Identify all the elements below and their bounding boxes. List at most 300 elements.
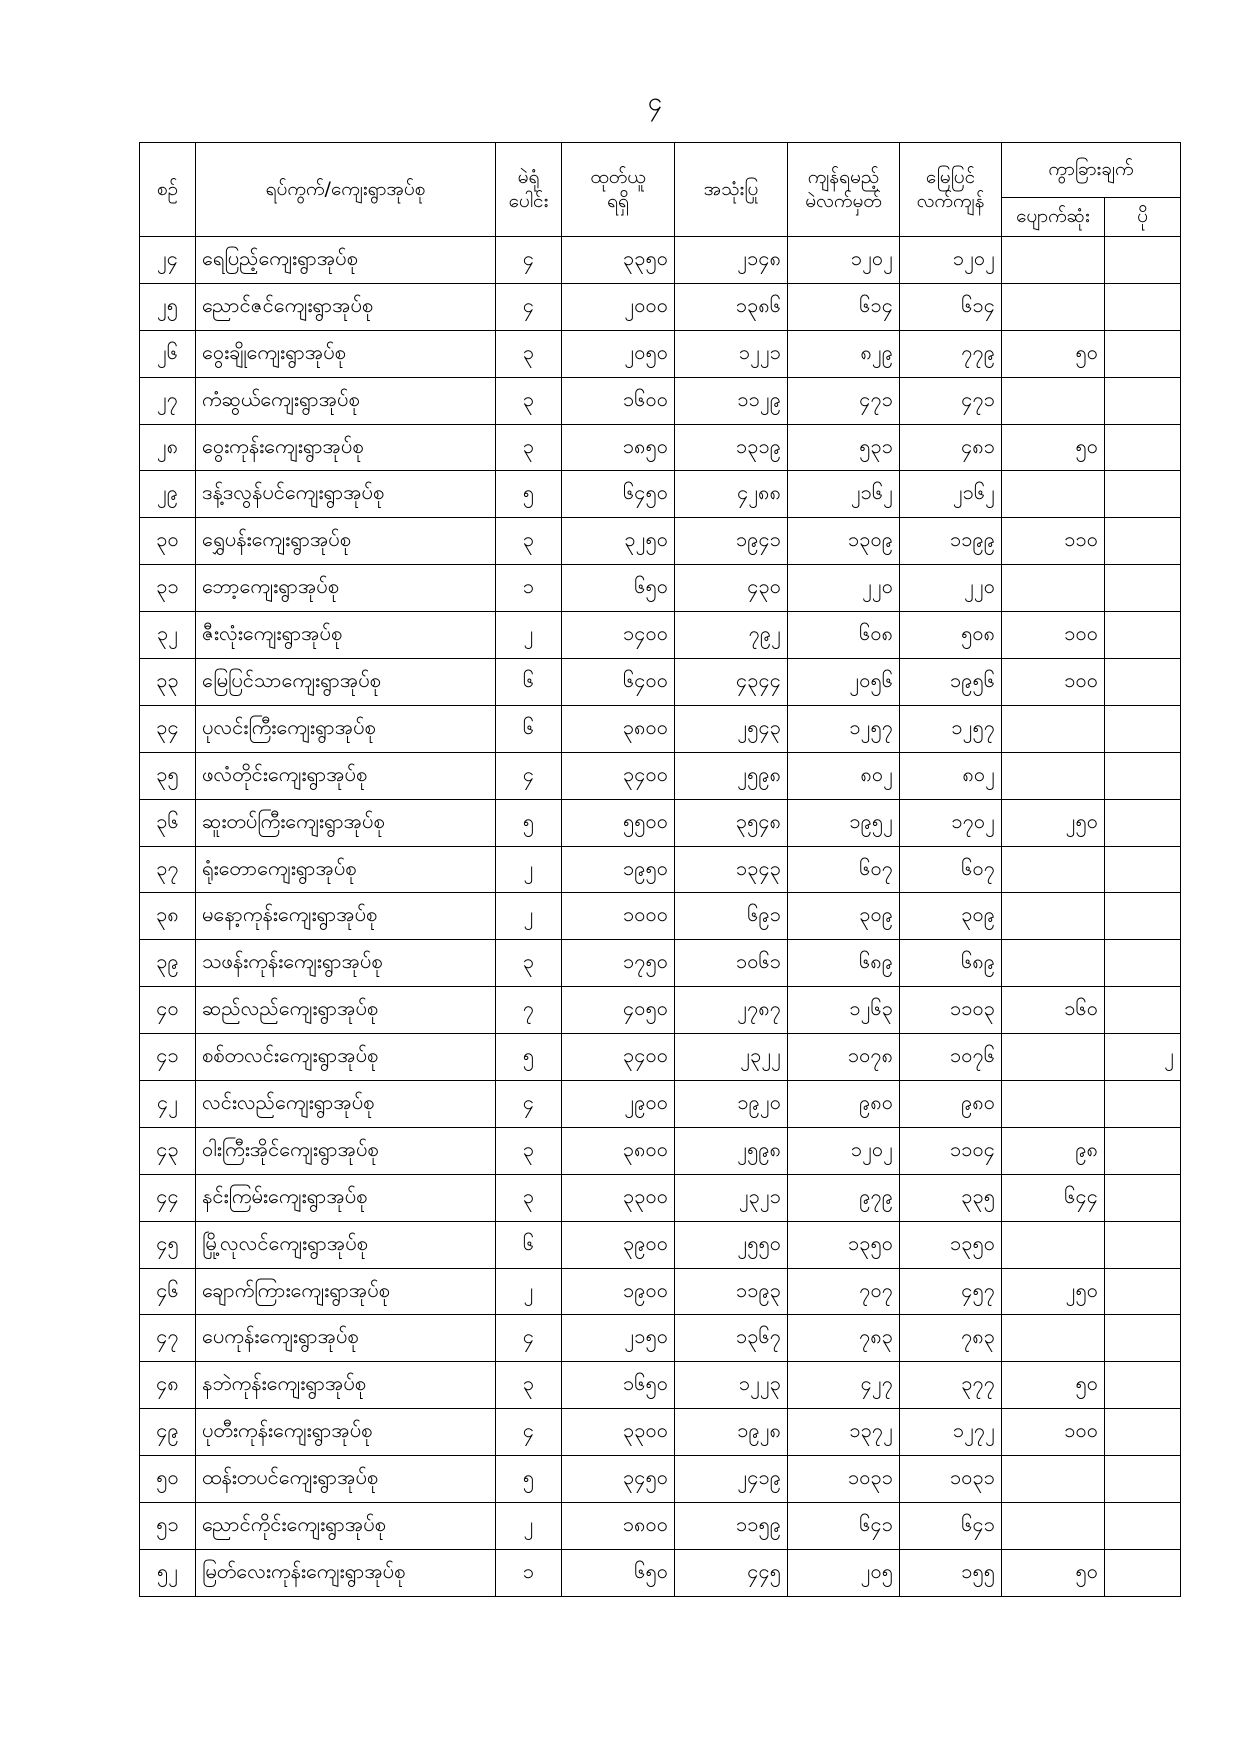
cell-extra bbox=[1105, 1268, 1181, 1315]
cell-remaining: ၆၁၄ bbox=[788, 283, 900, 330]
cell-remaining: ၁၂၀၂ bbox=[788, 237, 900, 284]
header-polling-stations bbox=[496, 143, 562, 237]
cell-used: ၇၉၂ bbox=[675, 612, 788, 659]
cell-name: ဝွေးချိုကျေးရွာအုပ်စု bbox=[196, 330, 496, 377]
cell-ground-balance: ၁၅၅ bbox=[900, 1549, 1002, 1596]
table-row bbox=[140, 1081, 1181, 1128]
cell-ground-balance: ၁၁၉၉ bbox=[900, 518, 1002, 565]
cell-lost: ၅၀ bbox=[1002, 1549, 1105, 1596]
cell-extra bbox=[1105, 940, 1181, 987]
cell-no: ၄၅ bbox=[140, 1221, 196, 1268]
cell-used: ၁၀၆၁ bbox=[675, 940, 788, 987]
cell-obtained: ၃၄၅၀ bbox=[562, 1456, 675, 1503]
cell-name: မြေပြင်သာကျေးရွာအုပ်စု bbox=[196, 659, 496, 706]
header-remaining-line1: ကျန်ရမည့် bbox=[807, 165, 880, 188]
cell-remaining: ၇၀၇ bbox=[788, 1268, 900, 1315]
cell-obtained: ၆၄၅၀ bbox=[562, 471, 675, 518]
cell-lost: ၂၅၀ bbox=[1002, 799, 1105, 846]
cell-ground-balance: ၆၄၁ bbox=[900, 1503, 1002, 1550]
table-row bbox=[140, 424, 1181, 471]
cell-used: ၁၉၂၈ bbox=[675, 1409, 788, 1456]
cell-extra bbox=[1105, 893, 1181, 940]
cell-extra bbox=[1105, 705, 1181, 752]
cell-lost bbox=[1002, 1503, 1105, 1550]
cell-obtained: ၃၂၅၀ bbox=[562, 518, 675, 565]
cell-obtained: ၆၅၀ bbox=[562, 1549, 675, 1596]
cell-obtained: ၁၉၀၀ bbox=[562, 1268, 675, 1315]
cell-extra bbox=[1105, 1127, 1181, 1174]
cell-obtained: ၃၃၅၀ bbox=[562, 237, 675, 284]
cell-lost: ၉၈ bbox=[1002, 1127, 1105, 1174]
cell-obtained: ၁၈၅၀ bbox=[562, 424, 675, 471]
cell-used: ၆၉၁ bbox=[675, 893, 788, 940]
cell-lost: ၅၀ bbox=[1002, 424, 1105, 471]
cell-obtained: ၃၃၀၀ bbox=[562, 1409, 675, 1456]
cell-lost bbox=[1002, 565, 1105, 612]
cell-name: ရွှေပန်းကျေးရွာအုပ်စု bbox=[196, 518, 496, 565]
cell-name: ဝါးကြီးအိုင်ကျေးရွာအုပ်စု bbox=[196, 1127, 496, 1174]
cell-name: ဘော့ကျေးရွာအုပ်စု bbox=[196, 565, 496, 612]
cell-polling-stations: ၄ bbox=[496, 1315, 562, 1362]
header-obtained bbox=[562, 143, 675, 237]
cell-extra bbox=[1105, 1174, 1181, 1221]
header-name: ရပ်ကွက်/ကျေးရွာအုပ်စု bbox=[196, 143, 496, 237]
cell-no: ၅၁ bbox=[140, 1503, 196, 1550]
cell-lost: ၂၅၀ bbox=[1002, 1268, 1105, 1315]
cell-ground-balance: ၄၅၇ bbox=[900, 1268, 1002, 1315]
table-row bbox=[140, 1456, 1181, 1503]
cell-lost: ၅၀ bbox=[1002, 330, 1105, 377]
cell-remaining: ၁၃၇၂ bbox=[788, 1409, 900, 1456]
cell-lost bbox=[1002, 1081, 1105, 1128]
cell-name: မြတ်လေးကုန်းကျေးရွာအုပ်စု bbox=[196, 1549, 496, 1596]
cell-polling-stations: ၅ bbox=[496, 1456, 562, 1503]
cell-name: နင်းကြမ်းကျေးရွာအုပ်စု bbox=[196, 1174, 496, 1221]
header-extra: ပို bbox=[1105, 198, 1181, 237]
cell-extra bbox=[1105, 1503, 1181, 1550]
cell-extra bbox=[1105, 612, 1181, 659]
cell-polling-stations: ၂ bbox=[496, 846, 562, 893]
cell-name: ညောင်ဇင်ကျေးရွာအုပ်စု bbox=[196, 283, 496, 330]
cell-remaining: ၁၂၀၂ bbox=[788, 1127, 900, 1174]
cell-no: ၄၇ bbox=[140, 1315, 196, 1362]
cell-remaining: ၈၀၂ bbox=[788, 752, 900, 799]
cell-remaining: ၅၃၁ bbox=[788, 424, 900, 471]
cell-remaining: ၁၂၅၇ bbox=[788, 705, 900, 752]
cell-remaining: ၂၂၀ bbox=[788, 565, 900, 612]
cell-used: ၄၃၄၄ bbox=[675, 659, 788, 706]
cell-no: ၄၆ bbox=[140, 1268, 196, 1315]
cell-ground-balance: ၁၇၀၂ bbox=[900, 799, 1002, 846]
table-row bbox=[140, 752, 1181, 799]
cell-polling-stations: ၇ bbox=[496, 987, 562, 1034]
cell-extra bbox=[1105, 1362, 1181, 1409]
cell-lost: ၆၄၄ bbox=[1002, 1174, 1105, 1221]
table-row bbox=[140, 846, 1181, 893]
cell-extra bbox=[1105, 659, 1181, 706]
cell-lost: ၁၀၀ bbox=[1002, 659, 1105, 706]
cell-extra bbox=[1105, 1315, 1181, 1362]
cell-ground-balance: ၁၁၀၄ bbox=[900, 1127, 1002, 1174]
cell-polling-stations: ၁ bbox=[496, 565, 562, 612]
table-row bbox=[140, 799, 1181, 846]
cell-obtained: ၃၄၀၀ bbox=[562, 1034, 675, 1081]
cell-name: ပုတီးကုန်းကျေးရွာအုပ်စု bbox=[196, 1409, 496, 1456]
table-row bbox=[140, 1127, 1181, 1174]
cell-polling-stations: ၃ bbox=[496, 1362, 562, 1409]
cell-obtained: ၃၉၀၀ bbox=[562, 1221, 675, 1268]
cell-extra bbox=[1105, 237, 1181, 284]
cell-name: ဇီးလုံးကျေးရွာအုပ်စု bbox=[196, 612, 496, 659]
cell-used: ၄၄၅ bbox=[675, 1549, 788, 1596]
cell-extra bbox=[1105, 1081, 1181, 1128]
cell-polling-stations: ၆ bbox=[496, 1221, 562, 1268]
cell-ground-balance: ၁၀၃၁ bbox=[900, 1456, 1002, 1503]
cell-no: ၄၁ bbox=[140, 1034, 196, 1081]
cell-used: ၂၅၉၈ bbox=[675, 752, 788, 799]
cell-remaining: ၃၀၉ bbox=[788, 893, 900, 940]
cell-remaining: ၁၃၅၀ bbox=[788, 1221, 900, 1268]
cell-no: ၂၈ bbox=[140, 424, 196, 471]
cell-extra bbox=[1105, 330, 1181, 377]
cell-extra bbox=[1105, 424, 1181, 471]
cell-lost bbox=[1002, 471, 1105, 518]
cell-no: ၄၃ bbox=[140, 1127, 196, 1174]
table-row bbox=[140, 1268, 1181, 1315]
table-row bbox=[140, 893, 1181, 940]
cell-no: ၃၈ bbox=[140, 893, 196, 940]
cell-no: ၃၂ bbox=[140, 612, 196, 659]
cell-lost: ၁၆၀ bbox=[1002, 987, 1105, 1034]
cell-polling-stations: ၂ bbox=[496, 612, 562, 659]
cell-used: ၁၁၉၃ bbox=[675, 1268, 788, 1315]
cell-name: ရေပြည့်ကျေးရွာအုပ်စု bbox=[196, 237, 496, 284]
header-ground-balance bbox=[900, 143, 1002, 237]
table-row bbox=[140, 1315, 1181, 1362]
cell-remaining: ၆၈၉ bbox=[788, 940, 900, 987]
table-row bbox=[140, 659, 1181, 706]
cell-obtained: ၁၀၀၀ bbox=[562, 893, 675, 940]
cell-obtained: ၁၇၅၀ bbox=[562, 940, 675, 987]
table-row bbox=[140, 518, 1181, 565]
cell-obtained: ၄၀၅၀ bbox=[562, 987, 675, 1034]
cell-remaining: ၈၂၉ bbox=[788, 330, 900, 377]
cell-polling-stations: ၃ bbox=[496, 1127, 562, 1174]
cell-obtained: ၃၈၀၀ bbox=[562, 1127, 675, 1174]
cell-name: ဆည်လည်ကျေးရွာအုပ်စု bbox=[196, 987, 496, 1034]
cell-polling-stations: ၂ bbox=[496, 1503, 562, 1550]
header-remaining-line2: မဲလက်မှတ် bbox=[805, 189, 882, 212]
cell-obtained: ၁၆၀၀ bbox=[562, 377, 675, 424]
page-number: ၄ bbox=[647, 87, 663, 117]
cell-ground-balance: ၄၈၁ bbox=[900, 424, 1002, 471]
cell-extra bbox=[1105, 752, 1181, 799]
cell-used: ၁၃၆၇ bbox=[675, 1315, 788, 1362]
cell-no: ၃၀ bbox=[140, 518, 196, 565]
header-no: စဉ် bbox=[140, 143, 196, 237]
cell-name: ဆူးတပ်ကြီးကျေးရွာအုပ်စု bbox=[196, 799, 496, 846]
cell-lost bbox=[1002, 705, 1105, 752]
cell-ground-balance: ၆၈၉ bbox=[900, 940, 1002, 987]
cell-polling-stations: ၂ bbox=[496, 893, 562, 940]
cell-obtained: ၁၈၀၀ bbox=[562, 1503, 675, 1550]
cell-ground-balance: ၁၀၇၆ bbox=[900, 1034, 1002, 1081]
cell-lost: ၁၁၀ bbox=[1002, 518, 1105, 565]
cell-used: ၄၃၀ bbox=[675, 565, 788, 612]
cell-name: လင်းလည်ကျေးရွာအုပ်စု bbox=[196, 1081, 496, 1128]
cell-polling-stations: ၅ bbox=[496, 1034, 562, 1081]
cell-used: ၃၅၄၈ bbox=[675, 799, 788, 846]
header-remaining bbox=[788, 143, 900, 237]
cell-polling-stations: ၆ bbox=[496, 705, 562, 752]
cell-obtained: ၃၈၀၀ bbox=[562, 705, 675, 752]
cell-used: ၂၄၁၉ bbox=[675, 1456, 788, 1503]
cell-name: ဖလံတိုင်းကျေးရွာအုပ်စု bbox=[196, 752, 496, 799]
cell-extra bbox=[1105, 1221, 1181, 1268]
cell-extra bbox=[1105, 283, 1181, 330]
cell-used: ၁၉၂၀ bbox=[675, 1081, 788, 1128]
cell-remaining: ၉၈၀ bbox=[788, 1081, 900, 1128]
cell-name: စစ်တလင်းကျေးရွာအုပ်စု bbox=[196, 1034, 496, 1081]
cell-ground-balance: ၁၁၀၃ bbox=[900, 987, 1002, 1034]
cell-used: ၂၅၅၀ bbox=[675, 1221, 788, 1268]
cell-lost bbox=[1002, 1221, 1105, 1268]
header-obtained-line1: ထုတ်ယူ bbox=[590, 165, 646, 188]
cell-ground-balance: ၃၇၇ bbox=[900, 1362, 1002, 1409]
cell-polling-stations: ၄ bbox=[496, 1081, 562, 1128]
cell-remaining: ၆၀၇ bbox=[788, 846, 900, 893]
cell-lost bbox=[1002, 237, 1105, 284]
cell-polling-stations: ၅ bbox=[496, 799, 562, 846]
cell-name: ညောင်ကိုင်းကျေးရွာအုပ်စု bbox=[196, 1503, 496, 1550]
cell-lost bbox=[1002, 893, 1105, 940]
cell-used: ၂၃၂၂ bbox=[675, 1034, 788, 1081]
cell-polling-stations: ၄ bbox=[496, 752, 562, 799]
table-row bbox=[140, 1362, 1181, 1409]
header-polling-stations-line2: ပေါင်း bbox=[508, 189, 549, 212]
table-row bbox=[140, 283, 1181, 330]
cell-polling-stations: ၄ bbox=[496, 237, 562, 284]
cell-name: မြို့လုလင်ကျေးရွာအုပ်စု bbox=[196, 1221, 496, 1268]
cell-remaining: ၁၀၃၁ bbox=[788, 1456, 900, 1503]
cell-no: ၃၉ bbox=[140, 940, 196, 987]
cell-extra bbox=[1105, 846, 1181, 893]
cell-ground-balance: ၇၇၉ bbox=[900, 330, 1002, 377]
cell-ground-balance: ၃၀၉ bbox=[900, 893, 1002, 940]
cell-extra: ၂ bbox=[1105, 1034, 1181, 1081]
cell-lost bbox=[1002, 940, 1105, 987]
cell-ground-balance: ၄၇၁ bbox=[900, 377, 1002, 424]
cell-polling-stations: ၅ bbox=[496, 471, 562, 518]
cell-used: ၁၂၂၃ bbox=[675, 1362, 788, 1409]
cell-polling-stations: ၆ bbox=[496, 659, 562, 706]
cell-lost bbox=[1002, 377, 1105, 424]
cell-used: ၁၉၄၁ bbox=[675, 518, 788, 565]
cell-ground-balance: ၂၂၀ bbox=[900, 565, 1002, 612]
table-row bbox=[140, 1549, 1181, 1596]
cell-remaining: ၄၂၇ bbox=[788, 1362, 900, 1409]
cell-no: ၃၆ bbox=[140, 799, 196, 846]
cell-ground-balance: ၁၂၅၇ bbox=[900, 705, 1002, 752]
cell-name: နဘဲကုန်းကျေးရွာအုပ်စု bbox=[196, 1362, 496, 1409]
header-ground-balance-line2: လက်ကျန် bbox=[916, 189, 985, 212]
cell-used: ၁၃၄၃ bbox=[675, 846, 788, 893]
header-obtained-line2: ရရှိ bbox=[607, 189, 629, 212]
cell-obtained: ၂၁၅၀ bbox=[562, 1315, 675, 1362]
cell-no: ၃၅ bbox=[140, 752, 196, 799]
table-row bbox=[140, 1174, 1181, 1221]
cell-used: ၂၅၄၃ bbox=[675, 705, 788, 752]
cell-polling-stations: ၃ bbox=[496, 1174, 562, 1221]
cell-name: မနော့ကုန်းကျေးရွာအုပ်စု bbox=[196, 893, 496, 940]
cell-used: ၁၁၅၉ bbox=[675, 1503, 788, 1550]
cell-no: ၂၇ bbox=[140, 377, 196, 424]
cell-ground-balance: ၁၂၀၂ bbox=[900, 237, 1002, 284]
cell-no: ၂၉ bbox=[140, 471, 196, 518]
cell-remaining: ၉၇၉ bbox=[788, 1174, 900, 1221]
cell-remaining: ၆၄၁ bbox=[788, 1503, 900, 1550]
cell-ground-balance: ၆၁၄ bbox=[900, 283, 1002, 330]
table-row bbox=[140, 940, 1181, 987]
cell-name: ပုလင်းကြီးကျေးရွာအုပ်စု bbox=[196, 705, 496, 752]
cell-remaining: ၁၉၅၂ bbox=[788, 799, 900, 846]
cell-obtained: ၃၃၀၀ bbox=[562, 1174, 675, 1221]
table-row bbox=[140, 1221, 1181, 1268]
header-polling-stations-line1: မဲရုံ bbox=[517, 165, 540, 188]
cell-obtained: ၁၉၅၀ bbox=[562, 846, 675, 893]
table-row bbox=[140, 237, 1181, 284]
cell-obtained: ၂၀၀၀ bbox=[562, 283, 675, 330]
header-lost: ပျောက်ဆုံး bbox=[1002, 198, 1105, 237]
cell-used: ၁၃၁၉ bbox=[675, 424, 788, 471]
table-body bbox=[140, 237, 1181, 1597]
table-row bbox=[140, 612, 1181, 659]
cell-ground-balance: ၃၃၅ bbox=[900, 1174, 1002, 1221]
cell-used: ၁၃၈၆ bbox=[675, 283, 788, 330]
cell-remaining: ၂၀၅ bbox=[788, 1549, 900, 1596]
cell-no: ၃၃ bbox=[140, 659, 196, 706]
table-row bbox=[140, 377, 1181, 424]
table-row bbox=[140, 1503, 1181, 1550]
table-row bbox=[140, 1409, 1181, 1456]
cell-no: ၄၂ bbox=[140, 1081, 196, 1128]
cell-name: ကံဆွယ်ကျေးရွာအုပ်စု bbox=[196, 377, 496, 424]
cell-remaining: ၆၀၈ bbox=[788, 612, 900, 659]
cell-extra bbox=[1105, 799, 1181, 846]
cell-remaining: ၁၃၀၉ bbox=[788, 518, 900, 565]
cell-lost bbox=[1002, 283, 1105, 330]
cell-extra bbox=[1105, 471, 1181, 518]
cell-polling-stations: ၄ bbox=[496, 283, 562, 330]
cell-extra bbox=[1105, 518, 1181, 565]
cell-remaining: ၇၈၃ bbox=[788, 1315, 900, 1362]
header-difference: ကွာခြားချက် bbox=[1002, 143, 1181, 198]
cell-used: ၁၂၂၁ bbox=[675, 330, 788, 377]
cell-name: ပေကုန်းကျေးရွာအုပ်စု bbox=[196, 1315, 496, 1362]
cell-no: ၂၆ bbox=[140, 330, 196, 377]
cell-name: ဝွေးကုန်းကျေးရွာအုပ်စု bbox=[196, 424, 496, 471]
cell-extra bbox=[1105, 987, 1181, 1034]
cell-ground-balance: ၈၀၂ bbox=[900, 752, 1002, 799]
table-row bbox=[140, 330, 1181, 377]
cell-polling-stations: ၄ bbox=[496, 1409, 562, 1456]
cell-no: ၄၄ bbox=[140, 1174, 196, 1221]
table-row bbox=[140, 1034, 1181, 1081]
cell-lost: ၅၀ bbox=[1002, 1362, 1105, 1409]
cell-ground-balance: ၇၈၃ bbox=[900, 1315, 1002, 1362]
cell-used: ၂၅၉၈ bbox=[675, 1127, 788, 1174]
cell-obtained: ၅၅၀၀ bbox=[562, 799, 675, 846]
cell-used: ၁၁၂၉ bbox=[675, 377, 788, 424]
cell-polling-stations: ၃ bbox=[496, 424, 562, 471]
cell-no: ၂၅ bbox=[140, 283, 196, 330]
cell-no: ၅၀ bbox=[140, 1456, 196, 1503]
cell-used: ၄၂၈၈ bbox=[675, 471, 788, 518]
cell-ground-balance: ၂၁၆၂ bbox=[900, 471, 1002, 518]
table-row bbox=[140, 565, 1181, 612]
cell-name: ထန်းတပင်ကျေးရွာအုပ်စု bbox=[196, 1456, 496, 1503]
cell-ground-balance: ၉၈၀ bbox=[900, 1081, 1002, 1128]
cell-lost bbox=[1002, 752, 1105, 799]
cell-ground-balance: ၁၃၅၀ bbox=[900, 1221, 1002, 1268]
cell-extra bbox=[1105, 1549, 1181, 1596]
cell-lost bbox=[1002, 1456, 1105, 1503]
cell-ground-balance: ၁၂၇၂ bbox=[900, 1409, 1002, 1456]
table-row bbox=[140, 471, 1181, 518]
header-ground-balance-line1: မြေပြင် bbox=[925, 165, 976, 188]
cell-extra bbox=[1105, 565, 1181, 612]
cell-lost bbox=[1002, 1315, 1105, 1362]
cell-obtained: ၁၄၀၀ bbox=[562, 612, 675, 659]
cell-no: ၄၈ bbox=[140, 1362, 196, 1409]
cell-polling-stations: ၃ bbox=[496, 518, 562, 565]
cell-lost bbox=[1002, 846, 1105, 893]
cell-extra bbox=[1105, 1456, 1181, 1503]
cell-no: ၄၉ bbox=[140, 1409, 196, 1456]
cell-lost: ၁၀၀ bbox=[1002, 1409, 1105, 1456]
cell-used: ၂၃၂၁ bbox=[675, 1174, 788, 1221]
cell-obtained: ၂၀၅၀ bbox=[562, 330, 675, 377]
cell-polling-stations: ၁ bbox=[496, 1549, 562, 1596]
cell-ground-balance: ၆၀၇ bbox=[900, 846, 1002, 893]
cell-remaining: ၁၀၇၈ bbox=[788, 1034, 900, 1081]
cell-obtained: ၃၄၀၀ bbox=[562, 752, 675, 799]
cell-used: ၂၁၄၈ bbox=[675, 237, 788, 284]
cell-no: ၂၄ bbox=[140, 237, 196, 284]
cell-remaining: ၄၇၁ bbox=[788, 377, 900, 424]
cell-ground-balance: ၅၀၈ bbox=[900, 612, 1002, 659]
cell-polling-stations: ၂ bbox=[496, 1268, 562, 1315]
cell-polling-stations: ၃ bbox=[496, 377, 562, 424]
cell-name: ချောက်ကြားကျေးရွာအုပ်စု bbox=[196, 1268, 496, 1315]
cell-used: ၂၇၈၇ bbox=[675, 987, 788, 1034]
cell-remaining: ၂၀၅၆ bbox=[788, 659, 900, 706]
cell-no: ၃၄ bbox=[140, 705, 196, 752]
cell-name: သဖန်းကုန်းကျေးရွာအုပ်စု bbox=[196, 940, 496, 987]
cell-polling-stations: ၃ bbox=[496, 330, 562, 377]
cell-remaining: ၁၂၆၃ bbox=[788, 987, 900, 1034]
cell-name: ဒန့်ဒလွန်ပင်ကျေးရွာအုပ်စု bbox=[196, 471, 496, 518]
cell-lost bbox=[1002, 1034, 1105, 1081]
table-row bbox=[140, 705, 1181, 752]
cell-remaining: ၂၁၆၂ bbox=[788, 471, 900, 518]
table-row bbox=[140, 987, 1181, 1034]
cell-ground-balance: ၁၉၅၆ bbox=[900, 659, 1002, 706]
cell-no: ၃၇ bbox=[140, 846, 196, 893]
cell-obtained: ၂၉၀၀ bbox=[562, 1081, 675, 1128]
header-used: အသုံးပြု bbox=[675, 143, 788, 237]
cell-no: ၅၂ bbox=[140, 1549, 196, 1596]
